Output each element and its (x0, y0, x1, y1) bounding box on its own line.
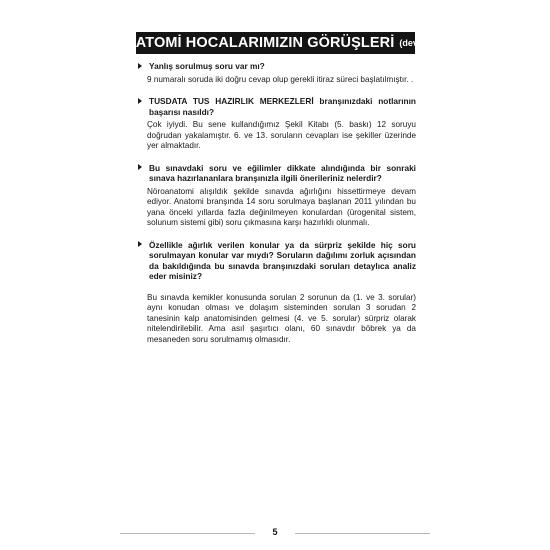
bullet-arrow-icon (138, 98, 142, 104)
answer-text: Çok iyiydi. Bu sene kullandığımız Şekil Kitabı (5. baskı) 12 soruyu doğrudan yakalamıştır. 6. ve 13. soruların cevapları ise şekiller üzerinde yer almaktadır. (147, 120, 416, 150)
qa-item (138, 61, 416, 85)
footer-rule-right (295, 533, 430, 534)
page-number: 5 (272, 527, 278, 537)
answer-text: 9 numaralı soruda iki doğru cevap olup gerekli itiraz süreci başlatılmıştır. . (147, 74, 414, 84)
answer-text: Nöroanatomi alışıldık şekilde sınavda ağırlığını hissettirmeye devam ediyor. Anatomi branşında 14 soru sorulmaya başlanan 2011 yılından bu yana önceki yıllarda fazla değinilmeyen konulardan (ürogenital sistem, solunum sistemi gibi) soru çıkmasına karşı hazırlıklı olunmalı. (147, 186, 416, 227)
bullet-arrow-icon (138, 63, 142, 69)
qa-item (138, 240, 416, 346)
section-header (114, 32, 437, 54)
question (138, 96, 416, 117)
footer-rule-left (120, 533, 255, 534)
bullet-arrow-icon (138, 164, 142, 170)
question (138, 240, 416, 282)
question-text: Özellikle ağırlık verilen konular ya da sürpriz şekilde hiç soru sorulmayan konular var mıydı? Soruların dağılımı zorluk açısından da bakıldığında bu sınavda branşınızdaki soruları detaylıca analiz eder misiniz? (149, 239, 416, 281)
page-title: ANATOMİ HOCALARIMIZIN GÖRÜŞLERİ (114, 35, 395, 51)
question (138, 163, 416, 184)
question-text: TUSDATA TUS HAZIRLIK MERKEZLERİ branşınızdaki notlarının başarısı nasıldı? (149, 96, 416, 117)
question-text: Yanlış sorulmuş soru var mı? (149, 61, 265, 71)
qa-list (138, 61, 416, 356)
bullet-arrow-icon (138, 241, 142, 247)
qa-item (138, 163, 416, 229)
qa-item (138, 96, 416, 152)
answer-text: Bu sınavda kemikler konusunda sorulan 2 sorunun da (1. ve 3. sorular) aynı konudan olması ve dolaşım sisteminden sorulan 3 sorudan 2 tanesinin kalp anatomisinden gelmesi (4. ve 5. sorular) sürpriz olarak nitelendirilebilir. Ama asıl şaşırtıcı olanı, 60 sınavdır böbrek ya da mesaneden soru sorulmamış olmasıdır. (147, 292, 416, 344)
question-text: Bu sınavdaki soru ve eğilimler dikkate alındığında bir sonraki sınava hazırlananlara branşınızla ilgili önerileriniz nelerdir? (149, 162, 416, 183)
page-subtitle: (devamı) (399, 38, 437, 48)
question (138, 61, 416, 72)
